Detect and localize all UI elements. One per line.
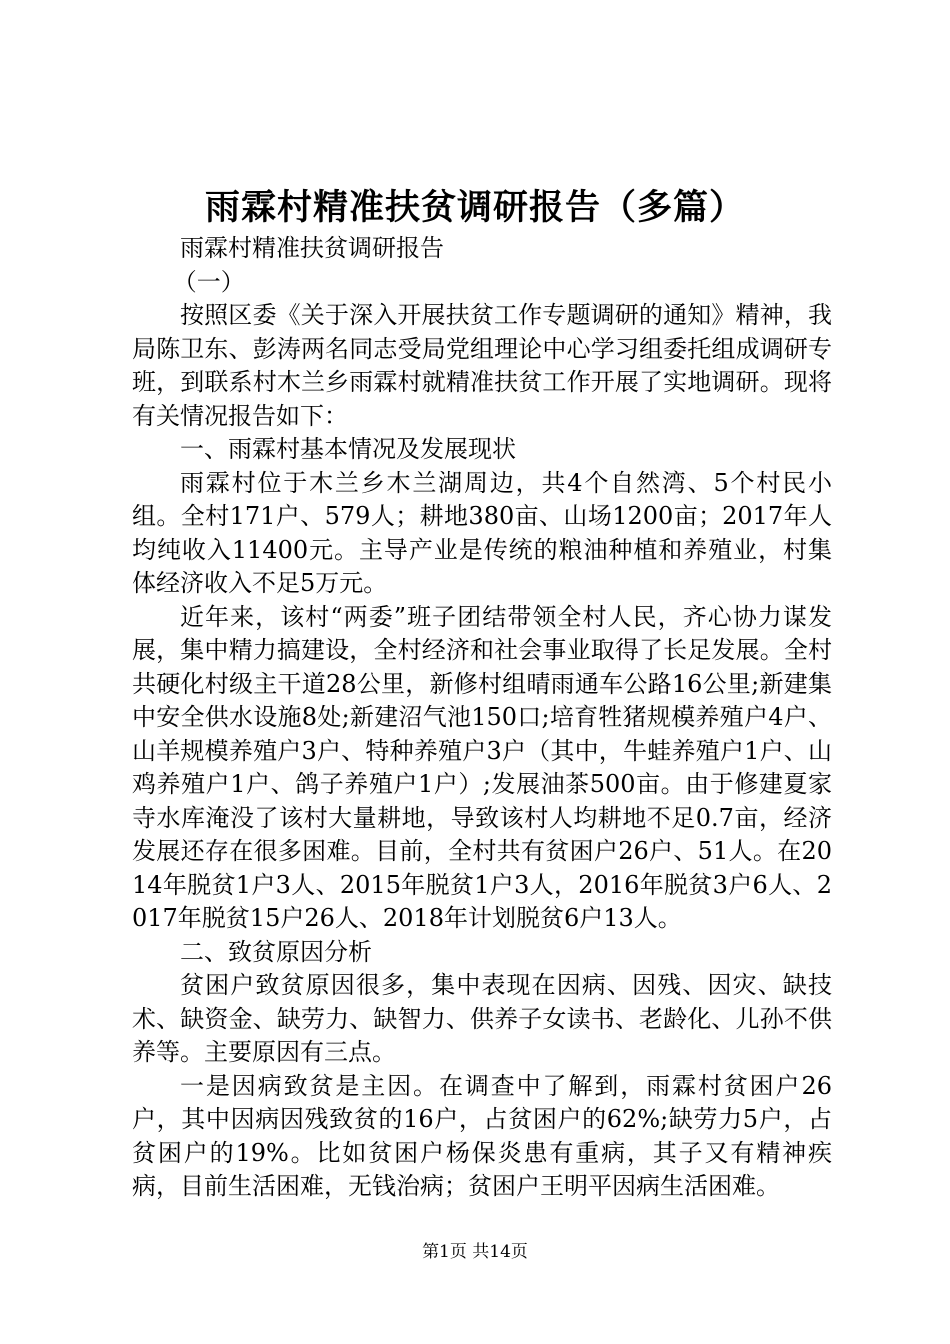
- page-footer: 第1页 共14页: [422, 1242, 528, 1262]
- report-subtitle: 雨霖村精准扶贫调研报告: [180, 234, 444, 262]
- body-paragraph: 雨霖村位于木兰乡木兰湖周边，共4个自然湾、5个村民小组。全村171户、579人；耕地380亩、山场1200亩；2017年人均纯收入11400元。主导产业是传统的粮油种植和养殖业，村集体经济收入不足5万元。: [132, 468, 832, 597]
- body-paragraph: 近年来，该村“两委”班子团结带领全村人民，齐心协力谋发展，集中精力搞建设，全村经济和社会事业取得了长足发展。全村共硬化村级主干道28公里，新修村组晴雨通车公路16公里;新建集中安全供水设施8处;新建沼气池150口;培育牲猪规模养殖户4户、山羊规模养殖户3户、特种养殖户3户（其中，牛蛙养殖户1户、山鸡养殖户1户、鸽子养殖户1户）;发展油茶500亩。由于修建夏家寺水库淹没了该村大量耕地，导致该村人均耕地不足0.7亩，经济发展还存在很多困难。目前，全村共有贫困户26户、51人。在2014年脱贫1户3人、2015年脱贫1户3人，2016年脱贫3户6人、2017年脱贫15户26人、2018年计划脱贫6户13人。: [132, 602, 832, 932]
- document-title: 雨霖村精准扶贫调研报告（多篇）: [204, 187, 745, 228]
- section-heading: 一、雨霖村基本情况及发展现状: [180, 435, 516, 463]
- section-number: （一）: [172, 267, 245, 296]
- document-body: [132, 232, 832, 1204]
- body-paragraph: 按照区委《关于深入开展扶贫工作专题调研的通知》精神，我局陈卫东、彭涛两名同志受局党组理论中心学习组委托组成调研专班，到联系村木兰乡雨霖村就精准扶贫工作开展了实地调研。现将有关情况报告如下：: [132, 301, 832, 430]
- body-paragraph: 贫困户致贫原因很多，集中表现在因病、因残、因灾、缺技术、缺资金、缺劳力、缺智力、供养子女读书、老龄化、儿孙不供养等。主要原因有三点。: [132, 971, 832, 1066]
- body-paragraph: 一是因病致贫是主因。在调查中了解到，雨霖村贫困户26户，其中因病因残致贫的16户，占贫困户的62%;缺劳力5户，占贫困户的19%。比如贫困户杨保炎患有重病，其子又有精神疾病，目前生活困难，无钱治病；贫困户王明平因病生活困难。: [132, 1071, 832, 1200]
- section-heading: 二、致贫原因分析: [180, 937, 372, 966]
